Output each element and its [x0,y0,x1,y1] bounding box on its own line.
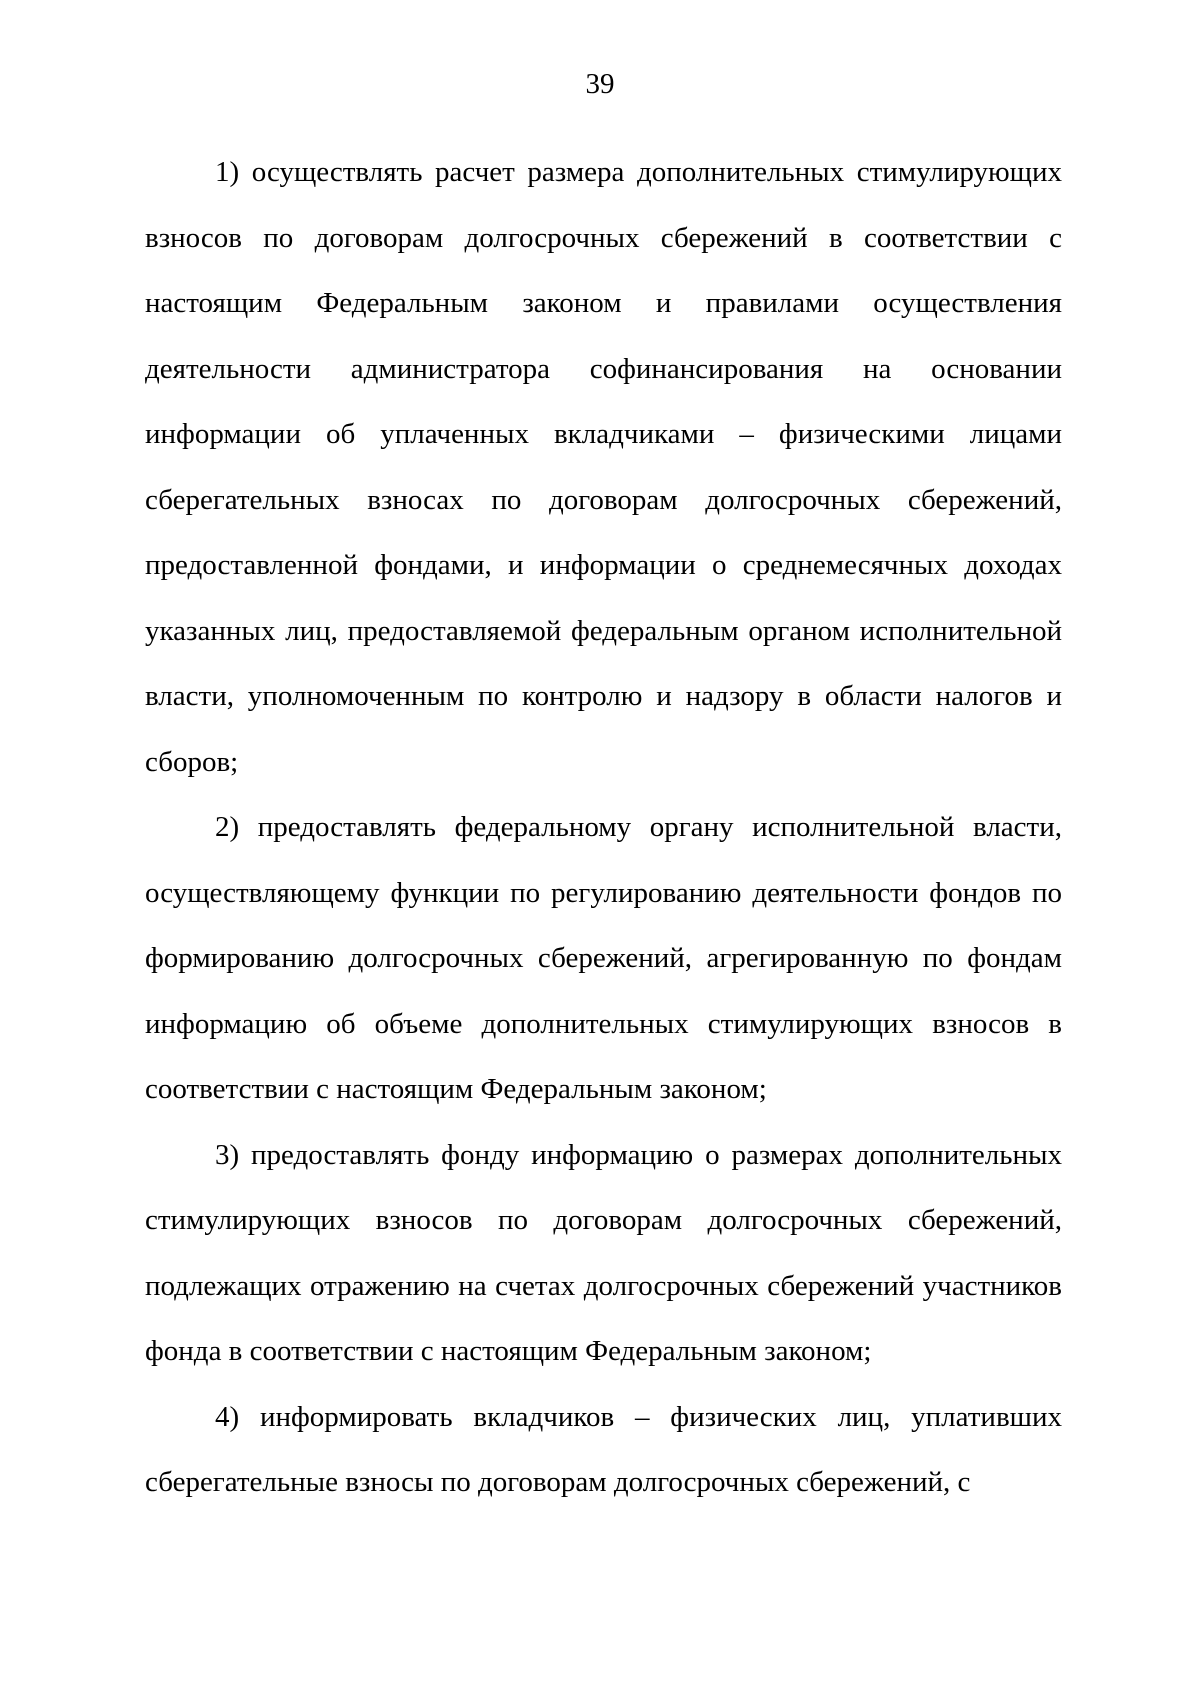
paragraph-1: 1) осуществлять расчет размера дополнительных стимулирующих взносов по договорам долгосрочных сбережений в соответствии с настоящим Федеральным законом и правилами осуществления деятельности администратора софинансирования на основании информации об уплаченных вкладчиками – физическими лицами сберегательных взносах по договорам долгосрочных сбережений, предоставленной фондами, и информации о среднемесячных доходах указанных лиц, предоставляемой федеральным органом исполнительной власти, уполномоченным по контролю и надзору в области налогов и сборов; [145,156,1062,778]
paragraph-4: 4) информировать вкладчиков – физических лиц, уплативших сберегательные взносы по договорам долгосрочных сбережений, с [145,1400,1062,1498]
page-number: 39 [585,68,615,100]
paragraph-2: 2) предоставлять федеральному органу исполнительной власти, осуществляющему функции по регулированию деятельности фондов по формированию долгосрочных сбережений, агрегированную по фондам информацию об объеме дополнительных стимулирующих взносов в соответствии с настоящим Федеральным законом; [145,811,1062,1105]
paragraph-3: 3) предоставлять фонду информацию о размерах дополнительных стимулирующих взносов по договорам долгосрочных сбережений, подлежащих отражению на счетах долгосрочных сбережений участников фонда в соответствии с настоящим Федеральным законом; [145,1138,1062,1367]
document-body [145,140,1062,1516]
